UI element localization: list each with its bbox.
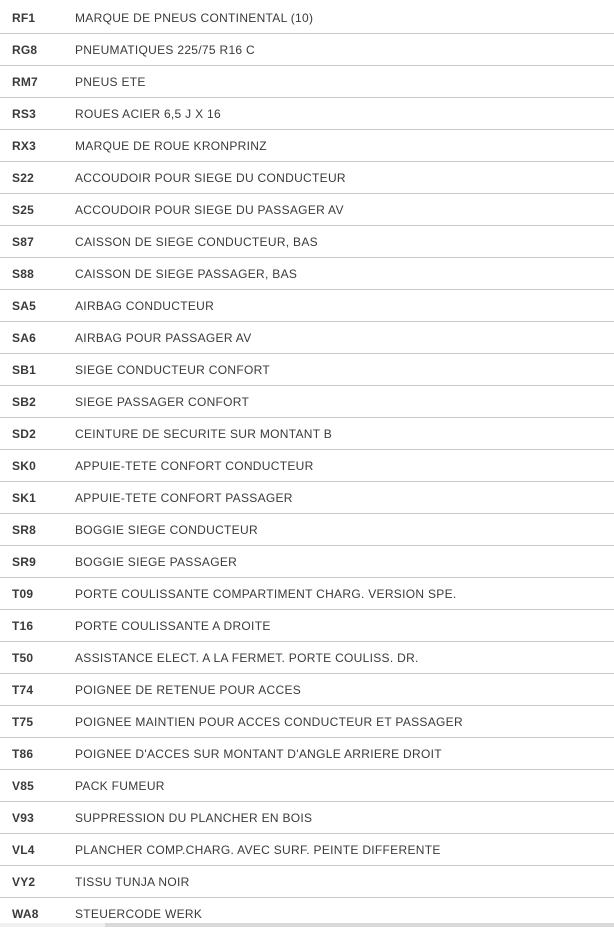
option-code: V93 [12, 810, 34, 825]
option-row-rf1 [0, 2, 614, 34]
option-code: RS3 [12, 106, 36, 121]
option-row-v93 [0, 802, 614, 834]
option-description: ASSISTANCE ELECT. A LA FERMET. PORTE COULISS. DR. [75, 650, 419, 665]
option-row-sd2 [0, 418, 614, 450]
option-description: CAISSON DE SIEGE CONDUCTEUR, BAS [75, 234, 318, 249]
option-code: S22 [12, 170, 34, 185]
option-code: RX3 [12, 138, 36, 153]
option-description: AIRBAG POUR PASSAGER AV [75, 330, 252, 345]
options-list [0, 2, 614, 929]
option-row-rg8 [0, 34, 614, 66]
option-code: T09 [12, 586, 34, 601]
option-row-rm7 [0, 66, 614, 98]
option-description: ROUES ACIER 6,5 J X 16 [75, 106, 221, 121]
option-row-s22 [0, 162, 614, 194]
option-description: STEUERCODE WERK [75, 906, 203, 921]
option-code: SB1 [12, 362, 36, 377]
option-code: SK1 [12, 490, 36, 505]
option-row-t86 [0, 738, 614, 770]
option-row-sa5 [0, 290, 614, 322]
option-code: RM7 [12, 74, 38, 89]
option-description: PORTE COULISSANTE A DROITE [75, 618, 271, 633]
option-row-v85 [0, 770, 614, 802]
option-code: SB2 [12, 394, 36, 409]
option-code: T16 [12, 618, 34, 633]
option-row-sk1 [0, 482, 614, 514]
option-description: CEINTURE DE SECURITE SUR MONTANT B [75, 426, 333, 441]
option-row-sb1 [0, 354, 614, 386]
option-code: S25 [12, 202, 34, 217]
option-description: SUPPRESSION DU PLANCHER EN BOIS [75, 810, 313, 825]
option-row-sb2 [0, 386, 614, 418]
option-row-sr8 [0, 514, 614, 546]
option-code: T74 [12, 682, 34, 697]
option-code: SK0 [12, 458, 36, 473]
option-code: WA8 [12, 906, 39, 921]
option-description: PACK FUMEUR [75, 778, 165, 793]
option-row-t50 [0, 642, 614, 674]
option-code: T75 [12, 714, 34, 729]
option-code: S88 [12, 266, 34, 281]
option-code: S87 [12, 234, 34, 249]
option-row-t75 [0, 706, 614, 738]
option-description: PNEUS ETE [75, 74, 146, 89]
option-code: SR8 [12, 522, 36, 537]
option-row-rs3 [0, 98, 614, 130]
option-description: AIRBAG CONDUCTEUR [75, 298, 215, 313]
option-code: RG8 [12, 42, 38, 57]
option-description: POIGNEE D'ACCES SUR MONTANT D'ANGLE ARRIERE DROIT [75, 746, 442, 761]
option-description: MARQUE DE PNEUS CONTINENTAL (10) [75, 10, 314, 25]
option-row-sa6 [0, 322, 614, 354]
option-row-vl4 [0, 834, 614, 866]
option-description: TISSU TUNJA NOIR [75, 874, 190, 889]
option-description: PNEUMATIQUES 225/75 R16 C [75, 42, 256, 57]
option-code: RF1 [12, 10, 36, 25]
option-row-t09 [0, 578, 614, 610]
option-code: SA5 [12, 298, 36, 313]
option-description: BOGGIE SIEGE CONDUCTEUR [75, 522, 258, 537]
option-code: T50 [12, 650, 34, 665]
option-description: CAISSON DE SIEGE PASSAGER, BAS [75, 266, 298, 281]
option-row-t16 [0, 610, 614, 642]
option-description: APPUIE-TETE CONFORT CONDUCTEUR [75, 458, 314, 473]
option-description: ACCOUDOIR POUR SIEGE DU CONDUCTEUR [75, 170, 346, 185]
option-row-vy2 [0, 866, 614, 898]
option-code: VY2 [12, 874, 36, 889]
option-description: BOGGIE SIEGE PASSAGER [75, 554, 238, 569]
option-row-rx3 [0, 130, 614, 162]
horizontal-scrollbar-track[interactable] [0, 923, 614, 927]
option-row-t74 [0, 674, 614, 706]
option-code: T86 [12, 746, 34, 761]
option-row-sr9 [0, 546, 614, 578]
option-description: SIEGE PASSAGER CONFORT [75, 394, 250, 409]
option-description: PLANCHER COMP.CHARG. AVEC SURF. PEINTE DIFFERENTE [75, 842, 441, 857]
option-row-s87 [0, 226, 614, 258]
option-description: MARQUE DE ROUE KRONPRINZ [75, 138, 267, 153]
option-description: SIEGE CONDUCTEUR CONFORT [75, 362, 270, 377]
option-description: ACCOUDOIR POUR SIEGE DU PASSAGER AV [75, 202, 344, 217]
option-code: VL4 [12, 842, 35, 857]
option-code: SA6 [12, 330, 36, 345]
option-code: V85 [12, 778, 34, 793]
option-description: PORTE COULISSANTE COMPARTIMENT CHARG. VERSION SPE. [75, 586, 457, 601]
option-code: SD2 [12, 426, 36, 441]
option-row-sk0 [0, 450, 614, 482]
option-description: POIGNEE MAINTIEN POUR ACCES CONDUCTEUR ET PASSAGER [75, 714, 463, 729]
option-row-s25 [0, 194, 614, 226]
option-description: POIGNEE DE RETENUE POUR ACCES [75, 682, 302, 697]
option-row-s88 [0, 258, 614, 290]
horizontal-scrollbar-thumb[interactable] [105, 923, 614, 927]
option-code: SR9 [12, 554, 36, 569]
option-description: APPUIE-TETE CONFORT PASSAGER [75, 490, 293, 505]
